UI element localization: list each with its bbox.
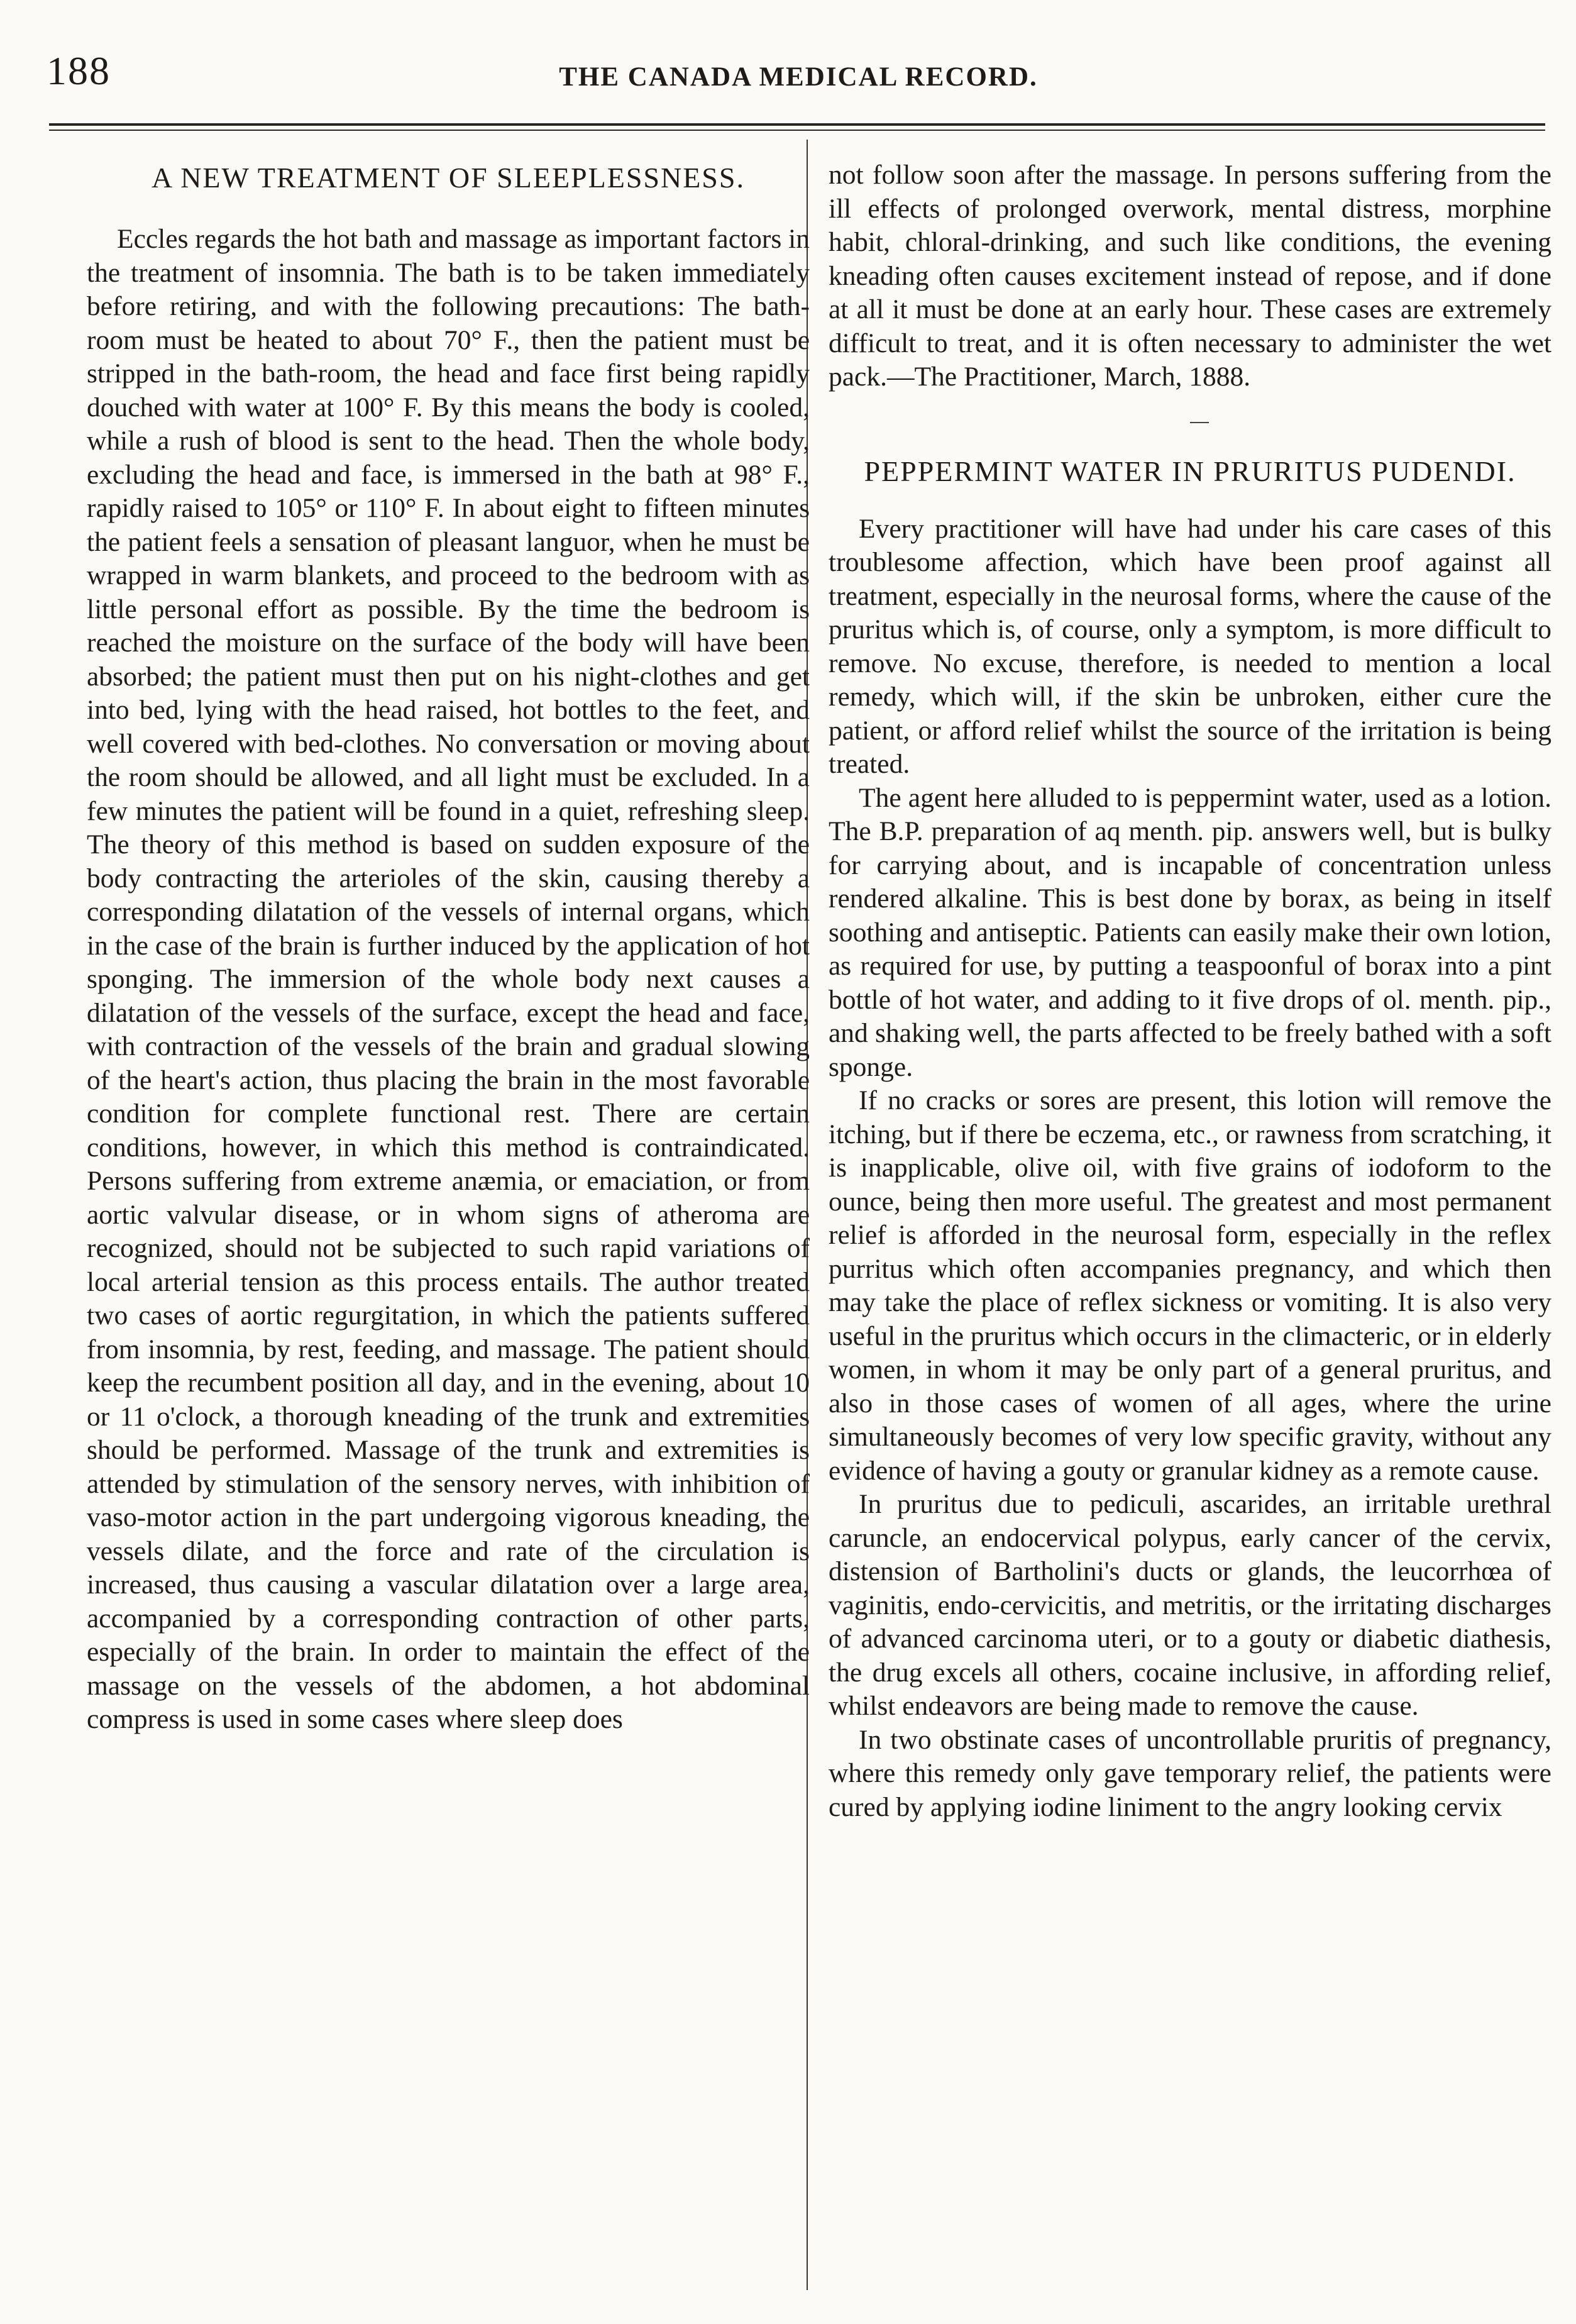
- article-paragraph: In pruritus due to pediculi, ascarides, an irritable urethral caruncle, an endocervical polypus, early cancer of the cervix, distension of Bartholini's ducts or glands, the leucorrhœa of vaginitis, endo-cervicitis, and metritis, or the irritating discharges of advanced carcinoma uteri, or to a gouty or diabetic diathesis, the drug excels all others, cocaine inclusive, in affording relief, whilst endeavors are being made to remove the cause.: [829, 1489, 1551, 1721]
- article-paragraph: The agent here alluded to is peppermint water, used as a lotion. The B.P. preparation of aq menth. pip. answers well, but is bulky for carrying about, and is incapable of concentration unless rendered alkaline. This is best done by borax, as being in itself soothing and antiseptic. Patients can easily make their own lotion, as required for use, by putting a teaspoonful of borax into a pint bottle of hot water, and adding to it five drops of ol. menth. pip., and shaking well, the parts affected to be freely bathed with a soft sponge.: [829, 782, 1551, 1082]
- right-column: [829, 158, 1551, 1824]
- left-column: [87, 158, 810, 1737]
- running-head: [44, 43, 1553, 106]
- article-title-peppermint-water: PEPPERMINT WATER IN PRURITUS PUDENDI.: [864, 455, 1516, 487]
- header-rule: [49, 123, 1545, 126]
- section-gap: [829, 394, 1551, 452]
- continued-paragraph: not follow soon after the massage. In persons suffering from the ill effects of prolonged overwork, mental distress, morphine habit, chloral-drinking, and such like conditions, the evening kneading often causes excitement instead of repose, and if done at all it must be done at an early hour. These cases are extremely difficult to treat, and it is often necessary to administer the wet pack.—The Practitioner, March, 1888.: [829, 160, 1551, 392]
- article-paragraph: If no cracks or sores are present, this lotion will remove the itching, but if there be eczema, etc., or rawness from scratching, it is inapplicable, olive oil, with five grains of iodoform to the ounce, being then more useful. The greatest and most permanent relief is afforded in the neurosal form, especially in the reflex purritus which often accompanies pregnancy, and which then may take the place of reflex sickness or vomiting. It is also very useful in the pruritus which occurs in the climacteric, or in elderly women, in whom it may be only part of a general pruritus, and also in those cases of women of all ages, where the urine simultaneously becomes of very low specific gravity, without any evidence of having a gouty or granular kidney as a remote cause.: [829, 1085, 1551, 1486]
- article-title-sleeplessness: A NEW TREATMENT OF SLEEPLESSNESS.: [152, 162, 745, 194]
- page-number: 188: [47, 48, 111, 93]
- article-paragraph: Every practitioner will have had under his care cases of this troublesome affection, which have been proof against all treatment, especially in the neurosal forms, where the cause of the pruritus which is, of course, only a symptom, is more difficult to remove. No excuse, therefore, is needed to mention a local remedy, which will, if the skin be unbroken, either cure the patient, or afford relief whilst the source of the irritation is being treated.: [829, 513, 1551, 779]
- article-paragraph: Eccles regards the hot bath and massage as important factors in the treatment of insomnia. The bath is to be taken immediately before retiring, and with the following precautions: The bath-room must be heated to about 70° F., then the patient must be stripped in the bath-room, the head and face first being rapidly douched with water at 100° F. By this means the body is cooled, while a rush of blood is sent to the head. Then the whole body, excluding the head and face, is immersed in the bath at 98° F., rapidly raised to 105° or 110° F. In about eight to fifteen minutes the patient feels a sensation of pleasant languor, when he must be wrapped in warm blankets, and proceed to the bedroom with as little personal effort as possible. By the time the bedroom is reached the moisture on the surface of the body will have been absorbed; the patient must then put on his night-clothes and get into bed, lying with the head raised, hot bottles to the feet, and well covered with bed-clothes. No conversation or moving about the room should be allowed, and all light must be excluded. In a few minutes the patient will be found in a quiet, refreshing sleep. The theory of this method is based on sudden exposure of the body contracting the arterioles of the skin, causing thereby a corresponding dilatation of the vessels of internal organs, which in the case of the brain is further induced by the application of hot sponging. The immersion of the whole body next causes a dilatation of the vessels of the surface, except the head and face, with contraction of the vessels of the brain and gradual slowing of the heart's action, thus placing the brain in the most favorable condition for complete functional rest. There are certain conditions, however, in which this method is contraindicated. Persons suffering from extreme anæmia, or emaciation, or from aortic valvular disease, or in whom signs of atheroma are recognized, should not be subjected to such rapid variations of local arterial tension as this process entails. The author treated two cases of aortic regurgitation, in which the patients suffered from insomnia, by rest, feeding, and massage. The patient should keep the recumbent position all day, and in the evening, about 10 or 11 o'clock, a thorough kneading of the trunk and extremities should be performed. Massage of the trunk and extremities is attended by stimulation of the sensory nerves, with inhibition of vaso-motor action in the part undergoing vigorous kneading, the vessels dilate, and the force and rate of the circulation is increased, thus causing a vascular dilatation over a large area, accompanied by a corresponding contraction of other parts, especially of the brain. In order to maintain the effect of the massage on the vessels of the abdomen, a hot abdominal compress is used in some cases where sleep does: [87, 224, 810, 1734]
- header-rule-thin: [49, 130, 1545, 131]
- section-separator: [1190, 422, 1209, 423]
- article-paragraph: In two obstinate cases of uncontrollable pruritis of pregnancy, where this remedy only gave temporary relief, the patients were cured by applying iodine liniment to the angry looking cervix: [829, 1724, 1551, 1822]
- journal-title: THE CANADA MEDICAL RECORD.: [559, 62, 1038, 92]
